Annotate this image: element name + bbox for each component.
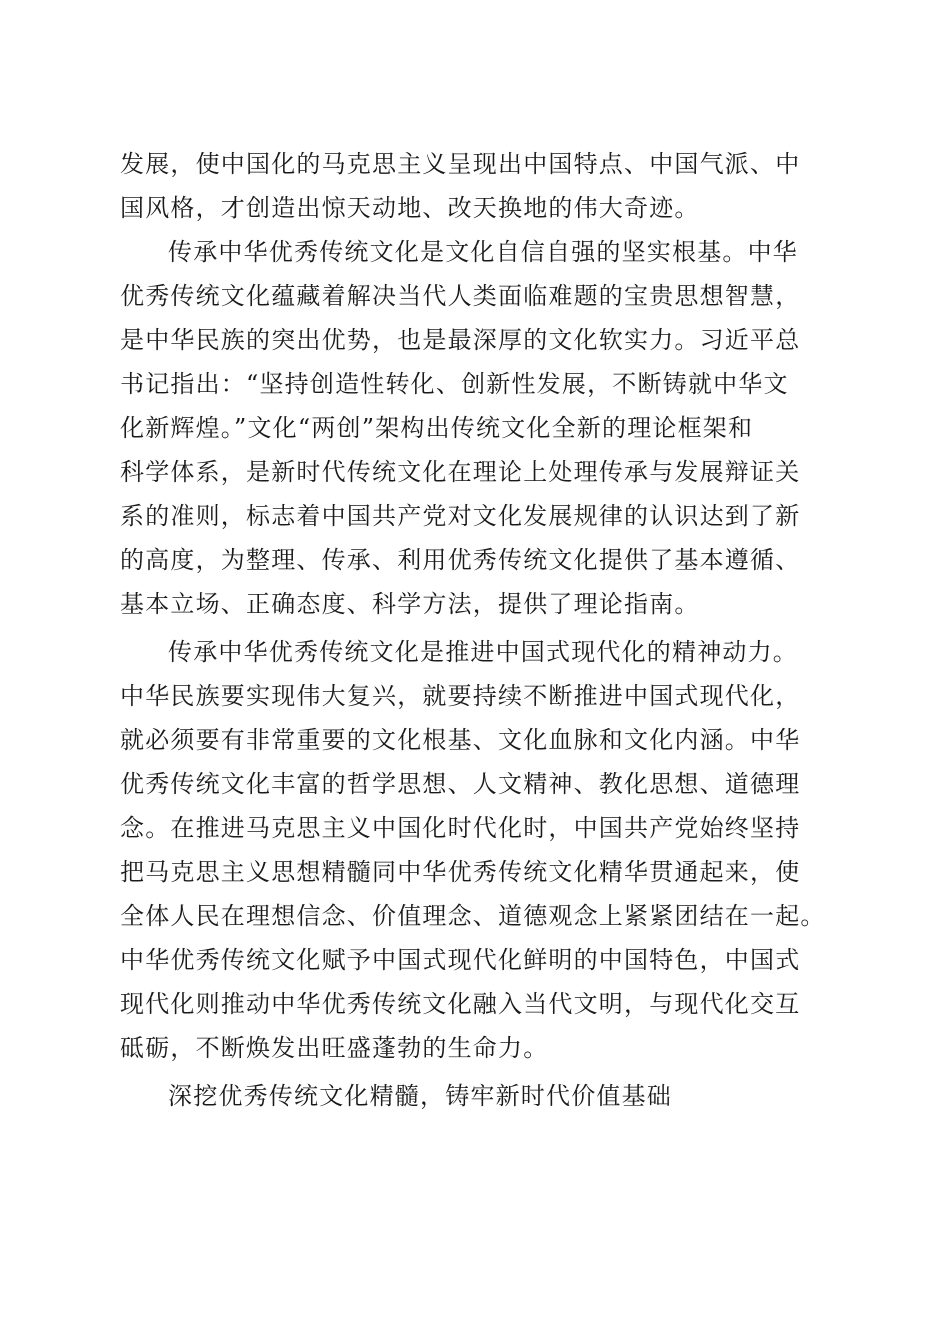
text-line: 的高度，为整理、传承、利用优秀传统文化提供了基本遵循、 (120, 546, 801, 574)
text-line: 发展，使中国化的马克思主义呈现出中国特点、中国气派、中 (120, 150, 801, 178)
text-line: 念。在推进马克思主义中国化时代化时，中国共产党始终坚持 (120, 814, 801, 842)
text-line: 基本立场、正确态度、科学方法，提供了理论指南。 (120, 590, 700, 618)
text-line: 书记指出：“坚持创造性转化、创新性发展，不断铸就中华文 (120, 370, 789, 398)
text-line: 中华优秀传统文化赋予中国式现代化鲜明的中国特色，中国式 (120, 946, 801, 974)
text-line: 优秀传统文化丰富的哲学思想、人文精神、教化思想、道德理 (120, 770, 801, 798)
paragraph-start-line: 传承中华优秀传统文化是文化自信自强的坚实根基。中华 (168, 238, 798, 266)
text-line: 优秀传统文化蕴藏着解决当代人类面临难题的宝贵思想智慧， (120, 282, 801, 310)
text-line: 砥砺，不断焕发出旺盛蓬勃的生命力。 (120, 1034, 549, 1062)
text-line: 把马克思主义思想精髓同中华优秀传统文化精华贯通起来，使 (120, 858, 801, 886)
text-line: 是中华民族的突出优势，也是最深厚的文化软实力。习近平总 (120, 326, 801, 354)
text-line: 中华民族要实现伟大复兴，就要持续不断推进中国式现代化， (120, 682, 801, 710)
text-line: 系的准则，标志着中国共产党对文化发展规律的认识达到了新 (120, 502, 801, 530)
text-line: 全体人民在理想信念、价值理念、道德观念上紧紧团结在一起。 (120, 902, 826, 930)
text-line: 科学体系，是新时代传统文化在理论上处理传承与发展辩证关 (120, 458, 801, 486)
text-line: 就必须要有非常重要的文化根基、文化血脉和文化内涵。中华 (120, 726, 801, 754)
text-line: 现代化则推动中华优秀传统文化融入当代文明，与现代化交互 (120, 990, 801, 1018)
paragraph-start-line: 传承中华优秀传统文化是推进中国式现代化的精神动力。 (168, 638, 798, 666)
text-line: 化新辉煌。”文化“两创”架构出传统文化全新的理论框架和 (120, 414, 754, 442)
section-heading: 深挖优秀传统文化精髓，铸牢新时代价值基础 (168, 1082, 672, 1110)
text-line: 国风格，才创造出惊天动地、改天换地的伟大奇迹。 (120, 194, 700, 222)
